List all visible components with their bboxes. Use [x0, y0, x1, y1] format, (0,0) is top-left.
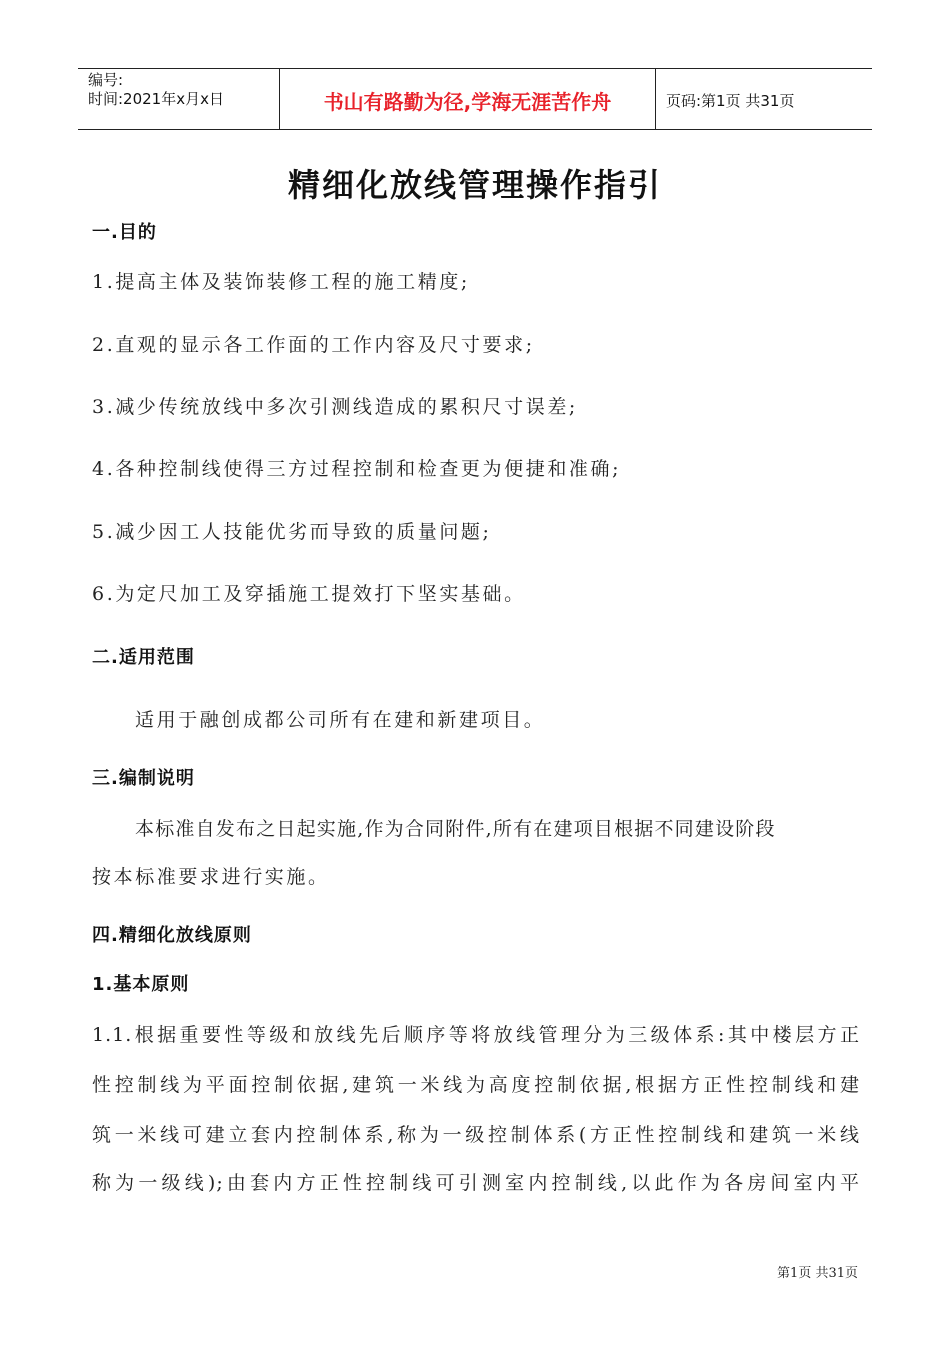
section-1-item-5: 5.减少因工人技能优劣而导致的质量问题; [92, 521, 492, 543]
section-1-item-3: 3.减少传统放线中多次引测线造成的累积尺寸误差; [92, 396, 578, 418]
number-label: 编号: [88, 71, 124, 89]
section-1-heading: 一.目的 [92, 222, 157, 243]
section-3-line-1: 本标准自发布之日起实施,作为合同附件,所有在建项目根据不同建设阶段 [135, 818, 776, 840]
section-2-heading: 二.适用范围 [92, 647, 195, 668]
page-header [78, 68, 872, 130]
header-motto: 书山有路勤为径,学海无涯苦作舟 [280, 69, 656, 129]
section-1-item-4: 4.各种控制线使得三方过程控制和检查更为便捷和准确; [92, 458, 622, 480]
section-2-text: 适用于融创成都公司所有在建和新建项目。 [135, 709, 546, 731]
header-page-label: 页码:第1页 共31页 [666, 91, 795, 110]
section-4-line-2: 性控制线为平面控制依据,建筑一米线为高度控制依据,根据方正性控制线和建 [92, 1074, 860, 1096]
section-4-heading: 四.精细化放线原则 [92, 925, 252, 946]
section-4-line-3: 筑一米线可建立套内控制体系,称为一级控制体系(方正性控制线和建筑一米线 [92, 1124, 860, 1146]
section-4-subheading: 1.基本原则 [92, 974, 190, 995]
section-4-line-1: 1.1.根据重要性等级和放线先后顺序等将放线管理分为三级体系:其中楼层方正 [92, 1024, 860, 1046]
section-1-item-2: 2.直观的显示各工作面的工作内容及尺寸要求; [92, 334, 535, 356]
section-1-item-1: 1.提高主体及装饰装修工程的施工精度; [92, 271, 470, 293]
section-3-heading: 三.编制说明 [92, 768, 195, 789]
document-title: 精细化放线管理操作指引 [287, 166, 662, 204]
header-info [78, 69, 280, 129]
section-1-item-6: 6.为定尺加工及穿插施工提效打下坚实基础。 [92, 583, 526, 605]
time-label: 时间:2021年x月x日 [88, 90, 224, 108]
section-3-line-2: 按本标准要求进行实施。 [92, 866, 330, 888]
section-4-line-4: 称为一级线);由套内方正性控制线可引测室内控制线,以此作为各房间室内平 [92, 1172, 860, 1194]
page-footer: 第1页 共31页 [777, 1266, 858, 1281]
